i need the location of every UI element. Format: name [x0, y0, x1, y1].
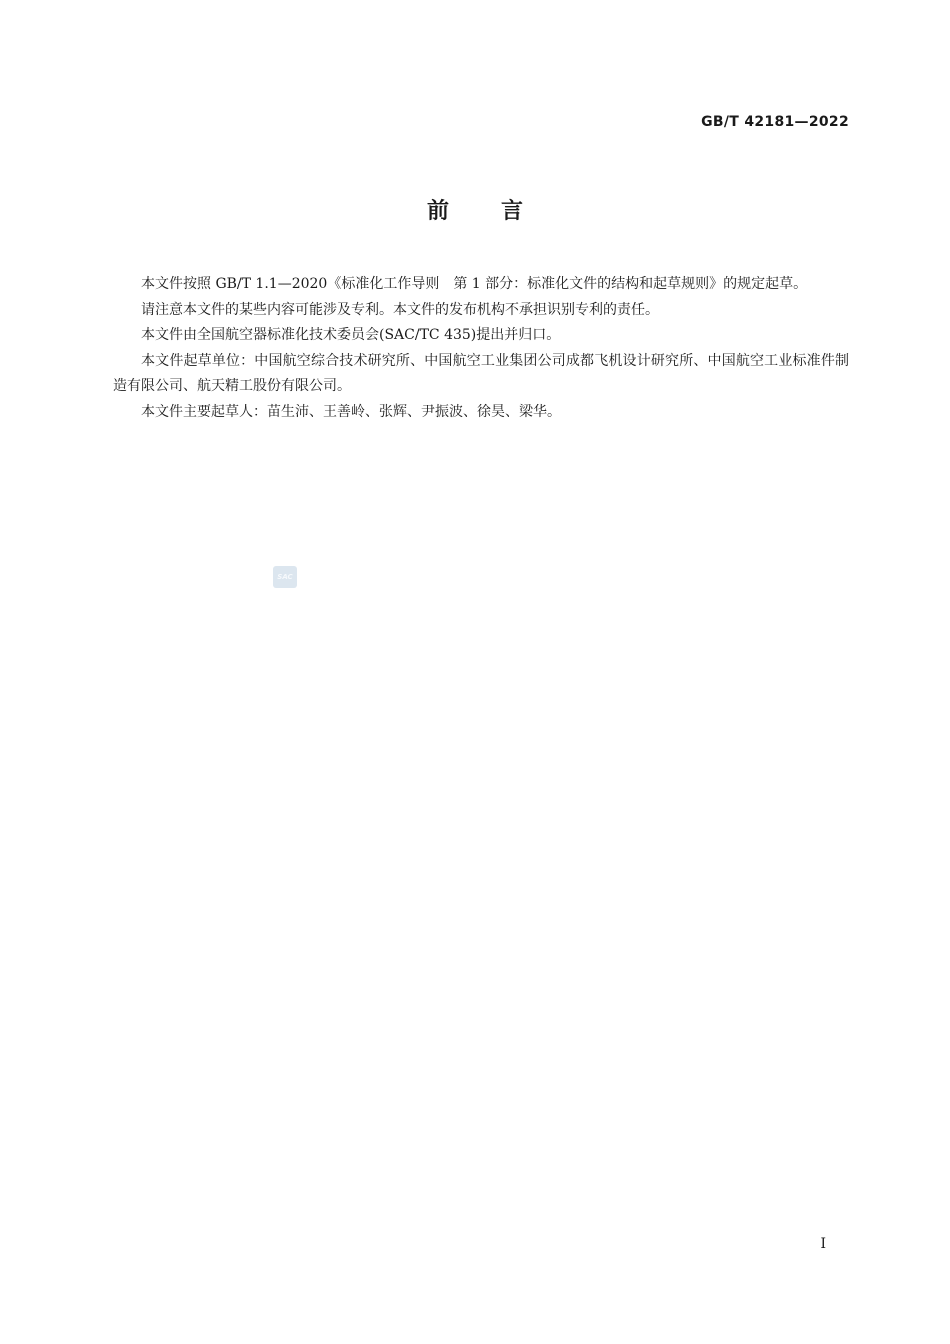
page-number: I: [820, 1236, 826, 1252]
paragraph-proposing-committee: 本文件由全国航空器标准化技术委员会(SAC/TC 435)提出并归口。: [141, 327, 561, 343]
sac-watermark-logo: SAC: [273, 566, 297, 588]
paragraph-drafters: 本文件主要起草人：苗生沛、王善岭、张辉、尹振波、徐昊、梁华。: [141, 403, 561, 420]
paragraph-drafting-units: 本文件起草单位：中国航空综合技术研究所、中国航空工业集团公司成都飞机设计研究所、中国航空工业标准件制造有限公司、航天精工股份有限公司。: [113, 352, 849, 394]
foreword-body: [113, 272, 849, 425]
paragraph-patent-notice: 请注意本文件的某些内容可能涉及专利。本文件的发布机构不承担识别专利的责任。: [141, 301, 659, 318]
paragraph-drafting-rules: 本文件按照 GB/T 1.1—2020《标准化工作导则 第 1 部分：标准化文件的结构和起草规则》的规定起草。: [141, 276, 808, 292]
document-code: GB/T 42181—2022: [701, 114, 849, 130]
page-title: 前言: [426, 199, 575, 224]
